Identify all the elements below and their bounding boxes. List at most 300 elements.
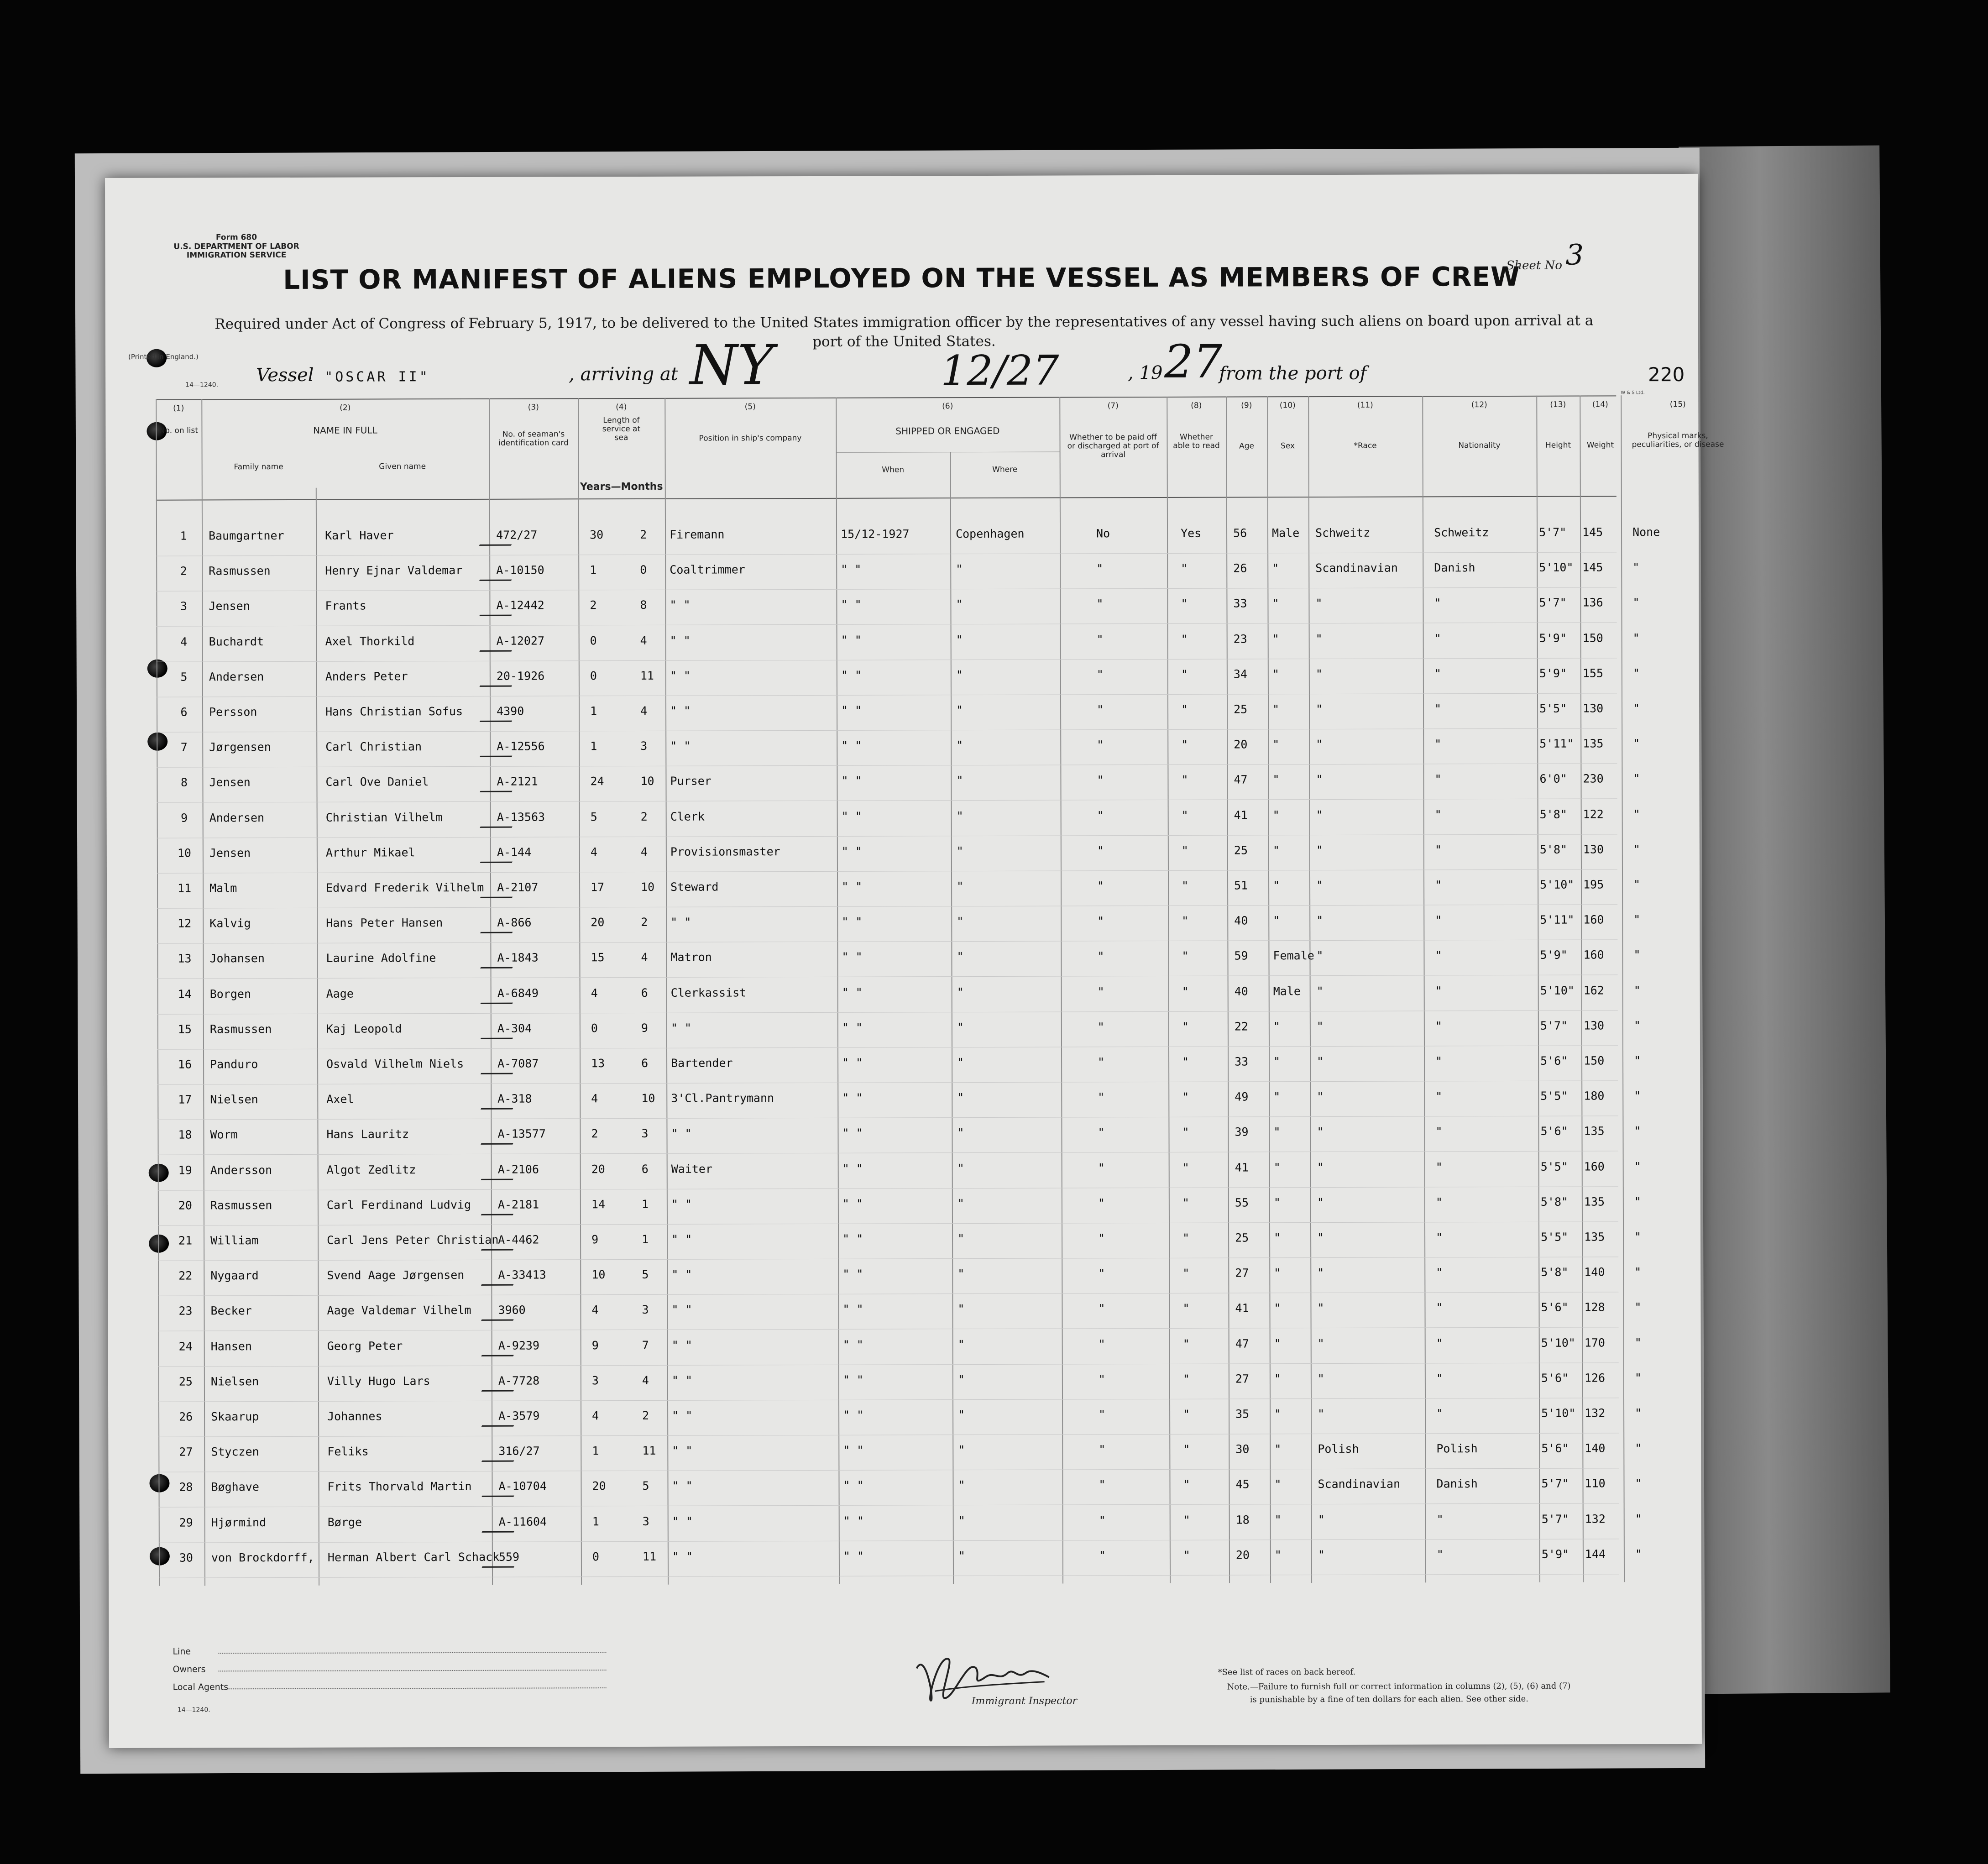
cell-given: Axel Thorkild [325,634,415,648]
col8-number: (8) [1191,401,1202,410]
checkmark-icon [479,627,523,651]
cell-card: 3960 [498,1303,526,1317]
cell-no: 1 [180,529,187,543]
cell-age: 25 [1234,702,1248,716]
cell-where: " [958,1478,965,1492]
cell-card: A-7728 [498,1374,540,1388]
cell-weight: 130 [1583,1019,1605,1032]
from-port-label: from the port of [1219,362,1367,384]
cell-given: Hans Christian Sofus [325,704,463,718]
cell-height: 5'5" [1541,1230,1569,1244]
cell-position: 3'Cl.Pantrymann [671,1091,774,1105]
cell-marks: " [1635,1441,1642,1455]
col4-number: (4) [616,403,627,412]
checkmark-icon [481,1120,524,1145]
cell-read: " [1182,1231,1190,1245]
cell-race: " [1318,1548,1325,1561]
cell-given: Aage Valdemar Vilhelm [327,1304,471,1318]
cell-marks: " [1634,1265,1642,1279]
cell-height: 5'6" [1540,1054,1568,1068]
cell-family: Nygaard [210,1269,259,1283]
form-code: 14—1240. [185,381,219,389]
cell-marks: " [1634,1300,1642,1314]
cell-nationality: " [1436,1372,1443,1385]
cell-read: " [1182,1337,1190,1351]
cell-years: 0 [590,634,597,647]
cell-read: " [1182,949,1189,963]
cell-marks: " [1632,560,1640,574]
cell-height: 6'0" [1539,772,1567,786]
cell-race: " [1316,984,1324,998]
cell-where: " [956,597,963,611]
cell-months: 2 [641,916,648,929]
year-handwritten: 27 [1164,335,1223,388]
cell-position: " " [671,1127,692,1141]
cell-nationality: Polish [1436,1442,1478,1456]
cell-months: 4 [641,951,648,964]
col6-sub-rule [836,452,1060,453]
cell-race: " [1316,738,1323,751]
cell-weight: 136 [1582,596,1603,609]
cell-nationality: Danish [1436,1477,1478,1491]
cell-paid: " [1097,984,1104,998]
row-rule [157,1116,1618,1120]
cell-weight: 160 [1584,1159,1605,1173]
col-rule [1267,396,1271,1583]
cell-position: Matron [670,950,712,964]
cell-card: 316/27 [498,1444,540,1458]
cell-marks: " [1632,631,1640,644]
row-rule [157,1045,1618,1049]
cell-height: 5'8" [1541,1265,1569,1279]
checkmark-icon [481,1085,524,1110]
cell-nationality: " [1436,1336,1443,1350]
penalty-note: Note.—Failure to furnish full or correct information in columns (2), (5), (6) and (7) [1227,1681,1571,1692]
cell-age: 26 [1233,561,1247,575]
row-rule [158,1398,1619,1402]
row-rule [159,1503,1619,1508]
cell-months: 3 [640,739,648,753]
cell-months: 9 [641,1021,648,1035]
checkmark-icon [480,909,523,933]
cell-paid: " [1096,562,1104,576]
checkmark-icon [481,1438,525,1462]
line-field [218,1652,606,1654]
cell-family: Jensen [209,846,251,860]
cell-position: " " [671,1267,692,1281]
cell-no: 9 [181,811,188,825]
cell-paid: " [1099,1443,1106,1456]
cell-read: " [1181,632,1188,646]
cell-years: 20 [591,916,605,929]
cell-age: 27 [1235,1266,1249,1280]
cell-card: 4390 [497,704,524,718]
cell-given: Frits Thorvald Martin [327,1480,472,1494]
cell-where: " [957,1372,965,1386]
cell-race: " [1315,632,1323,645]
checkmark-icon [481,1367,525,1391]
row-rule [159,1574,1619,1578]
checkmark-icon [480,874,523,898]
col2-label: NAME IN FULL [313,424,377,436]
cell-no: 15 [178,1022,192,1036]
cell-race: " [1318,1407,1325,1421]
cell-years: 4 [591,1303,599,1317]
cell-height: 5'9" [1539,666,1567,680]
cell-card: A-304 [497,1021,532,1035]
cell-paid: " [1099,1408,1106,1421]
cell-when: " " [841,844,863,858]
cell-race: " [1316,773,1323,786]
cell-marks: " [1633,702,1640,715]
cell-position: " " [672,1408,693,1422]
manifest-sheet [105,174,1724,1748]
row-rule [157,728,1617,732]
cell-marks: " [1633,807,1640,821]
cell-when: " " [842,915,863,928]
cell-card: 559 [498,1550,520,1564]
cell-no: 7 [180,740,188,754]
cell-height: 5'9" [1541,1547,1569,1561]
printer-code: W & S Ltd. [1621,390,1645,396]
col-rule [156,399,160,1586]
cell-nationality: Schweitz [1434,526,1489,539]
cell-no: 14 [178,987,192,1001]
cell-given: Herman Albert Carl Schack [327,1550,500,1564]
cell-given: Arthur Mikael [325,846,415,859]
cell-height: 5'9" [1540,948,1568,962]
cell-family: Jensen [209,775,251,789]
cell-years: 24 [590,775,604,788]
cell-age: 49 [1235,1090,1249,1104]
service-name: IMMIGRATION SERVICE [186,251,287,260]
cell-no: 27 [179,1445,193,1459]
cell-position: Purser [670,774,711,788]
cell-family: Johansen [209,952,265,965]
cell-weight: 145 [1582,560,1603,574]
page-number: 220 [1648,363,1685,386]
col6-number: (6) [942,402,953,411]
cell-family: Baumgartner [209,529,284,543]
cell-months: 3 [641,1127,649,1141]
cell-height: 5'5" [1539,702,1567,715]
cell-no: 8 [180,775,188,789]
cell-weight: 162 [1583,984,1604,997]
cell-when: " " [843,1549,864,1563]
vessel-name: "OSCAR II" [324,369,430,385]
cell-family: Rasmussen [210,1198,272,1212]
cell-age: 33 [1235,1055,1249,1068]
cell-height: 5'8" [1539,843,1568,856]
cell-months: 4 [642,1373,649,1387]
cell-card: A-10150 [496,563,544,577]
cell-weight: 160 [1583,948,1604,962]
cell-marks: " [1633,913,1641,927]
cell-where: " [956,774,963,787]
cell-marks: " [1634,1054,1641,1068]
cell-position: Steward [670,880,719,894]
row-rule [156,587,1617,592]
checkmark-icon [479,522,523,546]
cell-race: Schweitz [1315,526,1371,540]
cell-age: 25 [1235,1231,1249,1245]
cell-where: " [958,1443,965,1457]
cell-height: 5'7" [1539,525,1567,539]
col9-label: Age [1239,441,1255,451]
cell-nationality: " [1436,1407,1444,1420]
cell-given: Laurine Adolfine [326,951,436,965]
arriving-date-handwritten: 12/27 [940,346,1059,395]
cell-years: 1 [590,704,597,718]
cell-years: 20 [591,1162,605,1176]
cell-paid: " [1098,1231,1105,1245]
cell-months: 5 [642,1479,649,1493]
cell-weight: 126 [1584,1371,1606,1385]
cell-age: 47 [1234,773,1248,786]
local-agents-field [228,1687,607,1690]
cell-height: 5'10" [1539,560,1574,574]
col13-label: Height [1545,440,1571,450]
checkmark-icon [481,1332,524,1356]
cell-card: A-33413 [498,1268,546,1282]
cell-paid: " [1097,914,1104,928]
cell-read: " [1181,843,1188,857]
col12-number: (12) [1471,400,1487,410]
cell-marks: " [1635,1406,1642,1420]
row-rule [157,1080,1618,1084]
cell-weight: 135 [1584,1195,1605,1209]
cell-height: 5'9" [1539,631,1567,645]
cell-where: " [957,985,964,999]
cell-given: Carl Ferdinand Ludvig [326,1198,471,1212]
cell-sex: " [1272,597,1279,610]
cell-years: 1 [590,739,597,753]
cell-months: 4 [640,845,648,859]
cell-race: " [1316,702,1323,716]
cell-marks: " [1634,1194,1641,1209]
cell-paid: " [1098,1196,1105,1210]
col7-number: (7) [1107,401,1119,411]
cell-given: Johannes [327,1409,382,1423]
cell-where: " [957,1232,965,1246]
cell-sex: Male [1273,984,1301,998]
cell-weight: 135 [1583,737,1604,750]
cell-given: Anders Peter [325,670,408,683]
cell-given: Georg Peter [327,1339,403,1353]
cell-card: A-2107 [497,880,539,894]
row-rule [157,869,1617,873]
cell-weight: 230 [1583,772,1604,785]
cell-weight: 195 [1583,878,1604,891]
cell-race: " [1315,667,1323,681]
cell-years: 0 [590,669,597,683]
cell-sex: " [1272,843,1280,857]
checkmark-icon [480,733,523,757]
col10-label: Sex [1281,441,1295,451]
cell-read: " [1183,1548,1191,1562]
cell-card: A-12027 [496,634,545,648]
cell-sex: " [1274,1266,1281,1280]
cell-position: " " [670,634,691,647]
row-rule [158,1151,1618,1155]
cell-family: Hjørmind [211,1515,267,1529]
cell-paid: " [1099,1549,1106,1562]
cell-when: " " [842,985,863,999]
checkmark-icon [480,768,523,792]
cell-race: " [1317,1195,1324,1209]
cell-family: Rasmussen [209,564,271,578]
cell-years: 15 [591,951,605,964]
cell-where: " [957,1020,964,1034]
cell-given: Karl Haver [325,529,394,542]
arriving-port-handwritten: NY [689,334,774,398]
cell-marks: " [1635,1512,1642,1525]
cell-height: 5'7" [1539,596,1567,610]
cell-family: Becker [210,1304,252,1318]
cell-height: 5'6" [1541,1301,1569,1314]
cell-years: 10 [591,1268,606,1282]
cell-position: " " [671,1232,692,1246]
cell-read: " [1183,1513,1190,1527]
cell-nationality: " [1434,843,1442,857]
cell-months: 0 [640,563,647,577]
cell-read: " [1182,1055,1189,1068]
form-number: Form 680 [215,233,257,242]
col7-label: Whether to be paid off or discharged at port of arrival [1067,432,1159,460]
cell-where: " [957,880,964,893]
cell-paid: " [1097,844,1104,858]
cell-marks: " [1632,596,1640,609]
cell-weight: 122 [1583,807,1604,821]
cell-when: " " [842,1091,863,1105]
cell-paid: " [1098,1267,1105,1280]
cell-sex: " [1274,1336,1281,1350]
cell-where: " [956,703,963,717]
cell-weight: 132 [1585,1406,1606,1420]
cell-no: 12 [178,916,192,930]
subtitle-line-1: Required under Act of Congress of February 5, 1917, to be delivered to the United States immigration officer by the representatives of any vessel having such aliens on board upon arrival at a [214,312,1594,333]
cell-weight: 155 [1582,666,1604,680]
col14-label: Weight [1586,440,1614,450]
cell-years: 9 [591,1338,599,1352]
cell-nationality: " [1436,1301,1443,1314]
col14-number: (14) [1592,400,1608,409]
col8-label: Whether able to read [1173,432,1220,450]
col1-number: (1) [173,403,184,413]
cell-card: A-6849 [497,986,539,1000]
cell-paid: " [1098,1302,1105,1315]
row-rule [157,904,1617,908]
cell-height: 5'8" [1540,1195,1569,1209]
cell-weight: 150 [1582,631,1603,645]
cell-given: Carl Ove Daniel [325,775,429,789]
cell-no: 28 [179,1480,193,1494]
cell-no: 3 [180,599,188,613]
cell-given: Hans Lauritz [326,1127,409,1141]
cell-when: " " [841,774,862,788]
checkmark-icon [480,803,523,827]
col9-number: (9) [1241,401,1252,410]
cell-months: 2 [640,810,648,823]
cell-nationality: " [1435,1160,1443,1173]
col-rule [201,399,205,1586]
cell-months: 6 [641,986,648,1000]
col4-sub-label: Years—Months [580,481,663,493]
cell-race: Polish [1318,1442,1359,1456]
cell-paid: " [1097,879,1104,893]
cell-years: 1 [590,563,597,577]
cell-position: " " [670,598,691,612]
cell-where: " [957,1337,965,1351]
cell-given: Hans Peter Hansen [326,916,443,930]
penalty-note-cont: is punishable by a fine of ten dollars for each alien. See other side. [1250,1694,1529,1705]
cell-when: " " [842,1197,863,1210]
cell-years: 20 [592,1479,606,1493]
sheet-number-label: Sheet No [1506,258,1563,272]
inspector-label: Immigrant Inspector [971,1695,1078,1707]
cell-card: A-866 [497,916,532,929]
cell-years: 1 [592,1514,599,1528]
cell-card: A-2106 [497,1162,539,1176]
cell-age: 40 [1234,984,1248,998]
col-rule [1226,397,1230,1583]
cell-weight: 130 [1583,843,1604,856]
cell-family: Panduro [210,1058,258,1071]
cell-given: Feliks [327,1445,369,1458]
department-name: U.S. DEPARTMENT OF LABOR [173,241,299,251]
cell-position: Waiter [671,1162,713,1176]
row-rule [158,1186,1618,1190]
cell-when: " " [841,633,862,647]
cell-nationality: " [1436,1548,1444,1561]
cell-no: 5 [180,670,188,684]
row-rule [157,658,1617,662]
cell-nationality: " [1435,913,1442,927]
cell-years: 30 [590,528,604,542]
row-rule [157,764,1617,768]
cell-read: Yes [1181,526,1202,540]
cell-card: 20-1926 [496,669,545,683]
checkmark-icon [480,662,523,686]
cell-family: Borgen [209,987,251,1000]
cell-sex: " [1273,1020,1280,1033]
row-rule [158,1221,1618,1225]
cell-position: Coaltrimmer [670,563,745,576]
cell-given: Algot Zedlitz [326,1162,416,1177]
cell-family: Styczen [211,1445,259,1459]
cell-marks: " [1634,1335,1642,1349]
cell-given: Henry Ejnar Valdemar [325,564,463,577]
checkmark-icon [481,1226,524,1251]
checkmark-icon [480,944,523,969]
cell-months: 3 [642,1303,649,1317]
cell-no: 4 [180,635,188,649]
cell-age: 30 [1235,1442,1250,1456]
cell-where: " [958,1549,966,1562]
year-prefix: , 19 [1128,362,1163,384]
cell-sex: " [1274,1407,1282,1421]
cell-given: Osvald Vilhelm Niels [326,1057,464,1071]
cell-family: Jensen [209,599,250,613]
cell-sex: " [1272,773,1280,786]
cell-no: 20 [178,1199,192,1212]
cell-paid: " [1097,1020,1104,1034]
cell-years: 3 [591,1373,599,1388]
col-rule [1308,396,1312,1583]
cell-when: " " [843,1408,864,1422]
cell-age: 51 [1234,879,1248,892]
cell-height: 5'7" [1541,1512,1569,1526]
